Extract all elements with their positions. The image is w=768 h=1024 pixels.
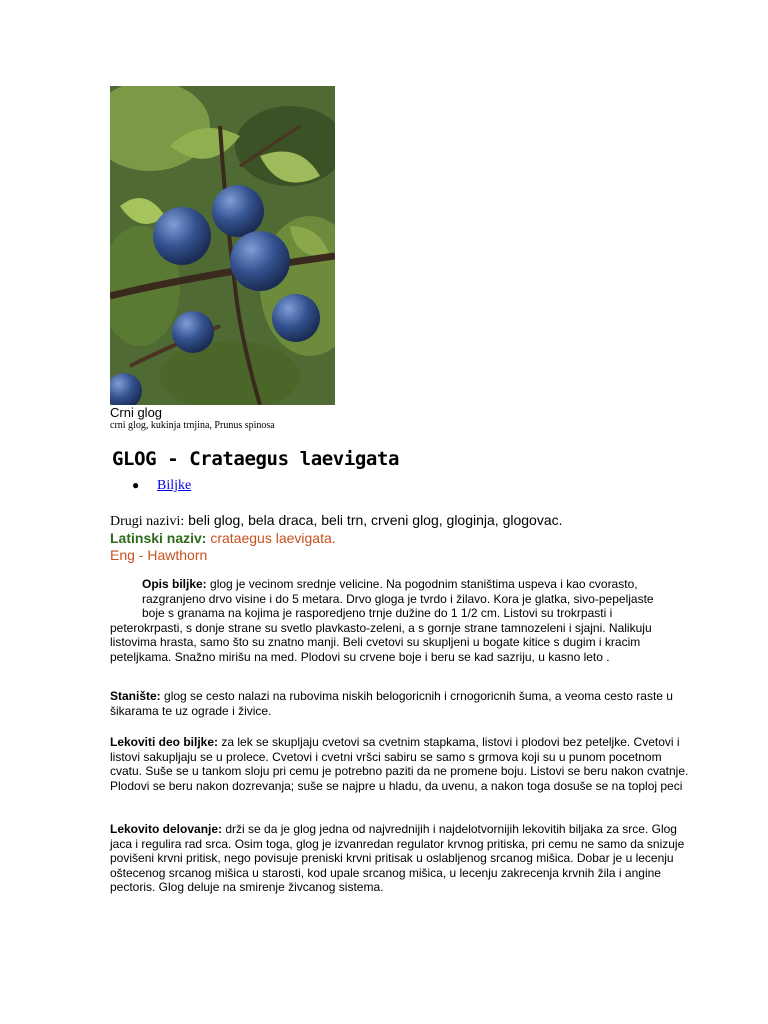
description-line [110,577,638,591]
bullet-icon: ● [132,478,140,492]
list-item [132,478,191,494]
description-label: Opis biljke: [142,577,207,591]
section-medicinal-effect [110,822,695,895]
section-description [110,577,695,664]
latin-name-line [110,530,563,547]
latin-name-label: Latinski naziv: [110,530,207,546]
plant-names [110,512,563,564]
section-medicinal-part [110,735,695,793]
medicinal-effect-label: Lekovito delovanje: [110,822,223,836]
latin-name-value: crataegus laevigata. [206,530,336,546]
photo-caption-title: Crni glog [110,405,163,420]
category-list [132,478,191,494]
medicinal-part-text: za lek se skupljaju cvetovi sa cvetnim stapkama, listovi i plodovi bez peteljke. Cvetovi i listovi sakupljaju se u prolece. Cvetovi i cvetni vršci sabiru se samo s grmova koji su u punom pocetnom cvatu. Suše se u tankom sloju pri cemu je potrebno paziti da ne promene boju. Listovi se beru nakon cvatnje. Plodovi se beru nakon dozrevanja; suše se najpre u hladu, da uvenu, a nakon toga dosuše se na toploj peci [110,735,689,793]
page-title: GLOG - Crataegus laevigata [112,448,400,470]
habitat-text: glog se cesto nalazi na rubovima niskih belogoricnih i crnogoricnih šuma, a veoma cesto raste u šikarama te uz ograde i živice. [110,689,673,718]
medicinal-effect-text: drži se da je glog jedna od najvrednijih i najdelotvornijih lekovitih biljaka za srce. Glog jaca i regulira rad srca. Osim toga, glog je izvanredan regulator krvnog pritiska, pri cemu ne samo da snizuje povišeni krvni pritisk, nego povisuje preniski krvni pritisak u oslabljenog srcanog mišica. Dobar je u lecenju oštecenog srcanog mišica u starosti, kod upale srcanog mišica, u lecenju zakrecenja krvnih žila i angine pectoris. Glog deluje na smirenje živcanog sistema. [110,822,685,894]
english-name: Eng - Hawthorn [110,547,208,563]
description-text-1: glog je vecinom srednje velicine. Na pogodnim staništima uspeva i kao cvorasto, [206,577,638,591]
plant-photo [110,86,335,405]
photo-caption-subtitle: crni glog, kukinja trnjina, Prunus spinosa [110,420,275,431]
other-names-line [110,512,563,530]
description-text-rest: peterokrpasti, s donje strane su svetlo plavkasto-zeleni, a s gornje strane tamnozeleni i sjajni. Nalikuju listovima hrasta, samo što su znatno manji. Beli cvetovi su skupljeni u bogate kitice s dugim i kracim peteljkama. Snažno mirišu na med. Plodovi su crvene boje i beru se kad sazriju, u kasno leto . [110,620,652,664]
habitat-label: Stanište: [110,689,161,703]
section-habitat [110,689,695,718]
medicinal-part-label: Lekoviti deo biljke: [110,735,219,749]
other-names-label: Drugi nazivi: [110,514,185,529]
other-names-value: beli glog, bela draca, beli trn, crveni glog, gloginja, glogovac. [184,512,563,528]
description-text-3: boje s granama na kojima je rasporedjeno trnje dužine do 1 1/2 cm. Listovi su trokrpasti i [142,606,613,620]
description-text-2: razgranjeno drvo visine i do 5 metara. Drvo gloga je tvrdo i žilavo. Kora je glatka, sivo-pepeljaste [142,591,654,606]
category-link-biljke[interactable]: Biljke [157,478,192,493]
